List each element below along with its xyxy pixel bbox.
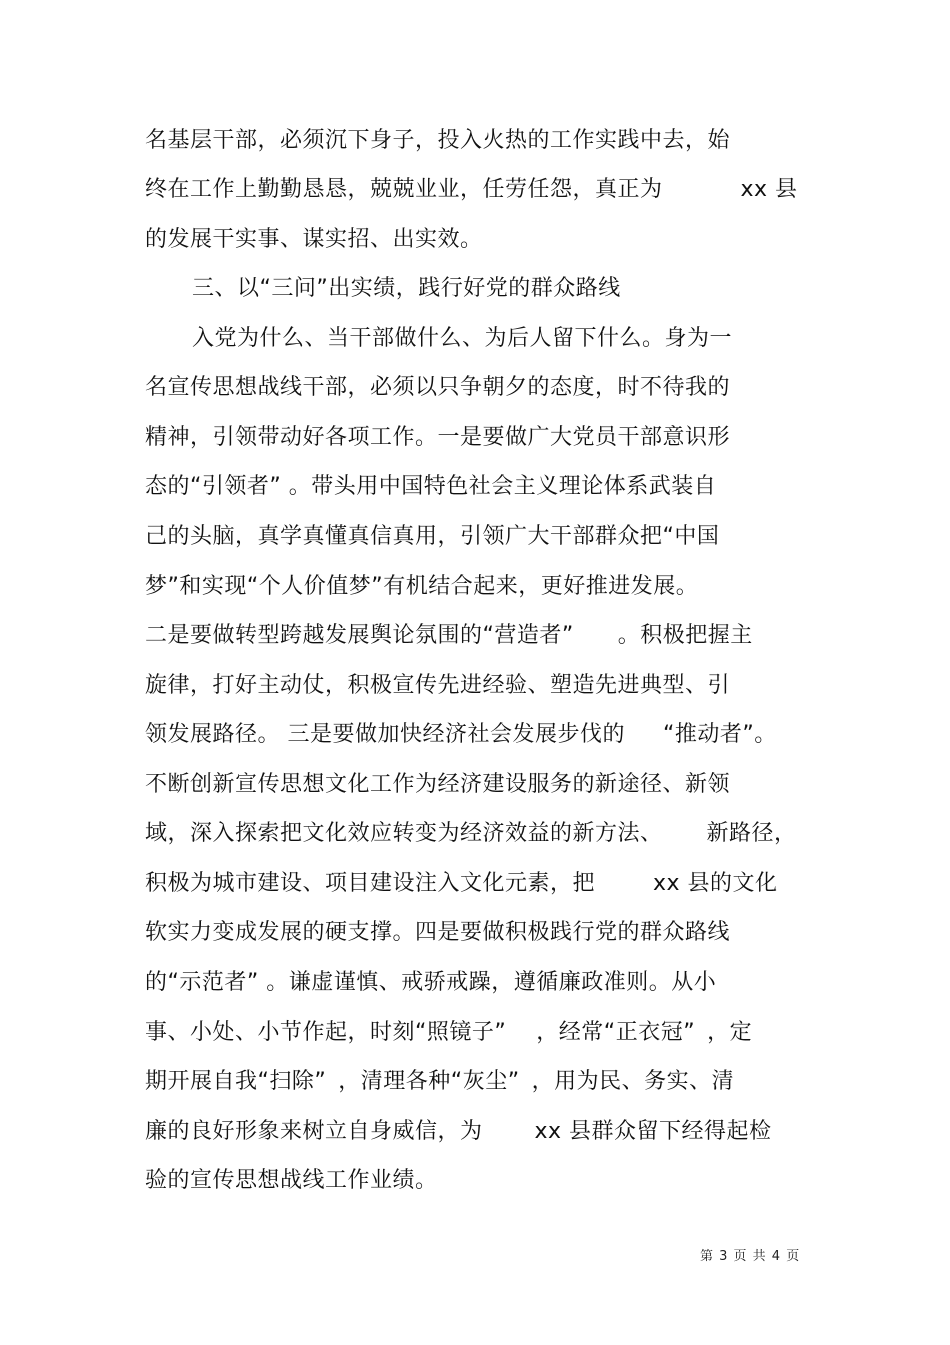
text-segment: 事、小处、小节作起，时刻“照镜子” — [145, 1020, 507, 1045]
text-segment: 积极为城市建设、项目建设注入文化元素，把 — [145, 871, 596, 896]
text-segment: 的发展干实事、谋实招、出实效。 — [145, 227, 483, 252]
text-line — [145, 867, 778, 901]
text-segment: 入党为什么、当干部做什么、为后人留下什么。身为一 — [192, 326, 733, 351]
text-segment: 精神，引领带动好各项工作。一是要做广大党员干部意识形 — [145, 425, 731, 450]
text-segment: 二是要做转型跨越发展舆论氛围的“营造者” — [145, 623, 574, 648]
text-line — [145, 421, 730, 455]
text-segment: 旋律，打好主动仗，积极宣传先进经验、塑造先进典型、引 — [145, 673, 731, 698]
text-segment: xx 县的文化 — [653, 871, 778, 896]
text-line — [145, 470, 716, 504]
text-segment: xx 县 — [740, 177, 798, 202]
text-line — [145, 966, 716, 1000]
text-segment: 验的宣传思想战线工作业绩。 — [145, 1168, 438, 1193]
text-segment: 领发展路径。 三是要做加快经济社会发展步伐的 — [145, 722, 625, 747]
text-segment: 不断创新宣传思想文化工作为经济建设服务的新途径、新领 — [145, 772, 731, 797]
text-line — [145, 570, 698, 604]
text-segment: 的“示范者” 。谦虚谨慎、戒骄戒躁，遵循廉政准则。从小 — [145, 970, 717, 995]
text-line — [145, 669, 730, 703]
text-line — [145, 1164, 438, 1198]
text-segment: 期开展自我“扫除” — [145, 1069, 327, 1094]
text-line — [145, 173, 798, 207]
text-line — [145, 916, 730, 950]
text-line — [145, 768, 730, 802]
text-segment: 名基层干部，必须沉下身子，投入火热的工作实践中去，始 — [145, 128, 731, 153]
text-line — [145, 1016, 752, 1050]
text-segment: 梦”和实现“个人价值梦”有机结合起来，更好推进发展。 — [145, 574, 699, 599]
text-segment: 终在工作上勤勤恳恳，兢兢业业，任劳任怨，真正为 — [145, 177, 663, 202]
section-heading — [192, 272, 621, 306]
text-segment: ，定 — [707, 1020, 753, 1045]
text-segment: 名宣传思想战线干部，必须以只争朝夕的态度，时不待我的 — [145, 375, 731, 400]
text-line — [145, 718, 777, 752]
text-segment: 态的“引领者” 。带头用中国特色社会主义理论体系武装自 — [145, 474, 717, 499]
text-segment: 己的头脑，真学真懂真信真用，引领广大干部群众把“中国 — [145, 524, 720, 549]
text-segment: 三、以“三问”出实绩，践行好党的群众路线 — [192, 276, 621, 301]
text-line — [145, 1065, 734, 1099]
text-segment: xx 县群众留下经得起检 — [534, 1119, 772, 1144]
text-segment: 软实力变成发展的硬支撑。四是要做积极践行党的群众路线 — [145, 920, 731, 945]
text-segment: 廉的良好形象来树立自身威信，为 — [145, 1119, 483, 1144]
text-line — [145, 124, 730, 158]
text-segment: 域，深入探索把文化效应转变为经济效益的新方法、 — [145, 821, 663, 846]
text-line — [145, 619, 753, 653]
text-segment: ，清理各种“灰尘” — [338, 1069, 520, 1094]
text-segment: “推动者”。 — [663, 722, 777, 747]
text-line — [145, 817, 797, 851]
text-segment: 。积极把握主 — [617, 623, 753, 648]
text-line — [192, 322, 732, 356]
text-segment: ，用为民、务实、清 — [531, 1069, 735, 1094]
text-line — [145, 520, 719, 554]
page-number: 第 3 页 共 4 页 — [700, 1249, 801, 1264]
text-line — [145, 371, 730, 405]
text-segment: ，经常“正衣冠” — [536, 1020, 696, 1045]
text-line — [145, 223, 483, 257]
text-line — [145, 1115, 772, 1149]
text-segment: 新路径， — [706, 821, 797, 846]
